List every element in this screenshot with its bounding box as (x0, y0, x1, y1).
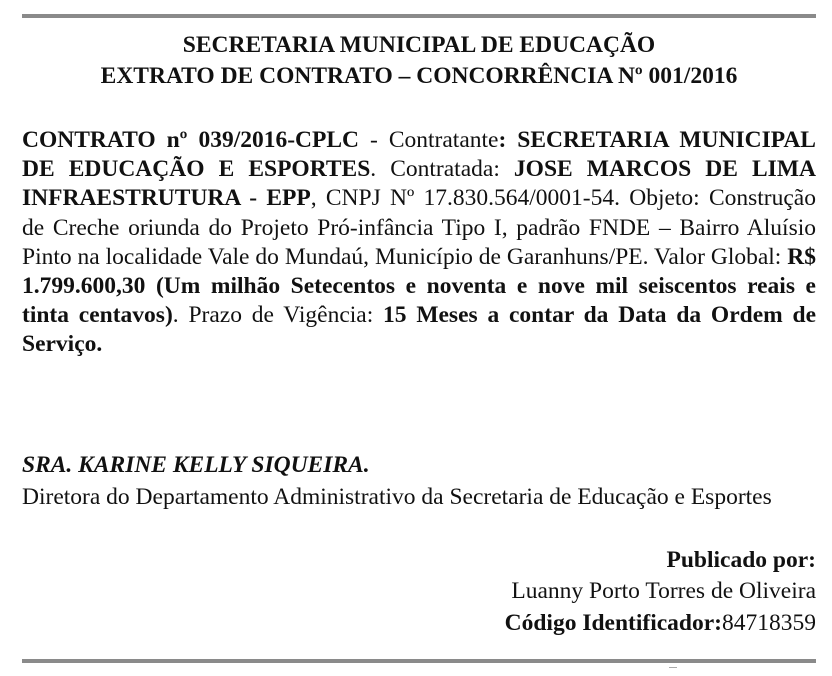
contract-object: , CNPJ Nº 17.830.564/0001-54. Objeto: Construção de Creche oriunda do Projeto Pró-infância Tipo I, padrão FNDE – Bairro Aluísio Pinto na localidade Vale do Mundaú, Município de Garanhuns/PE. Valor Global: (22, 185, 816, 270)
signer-role: Diretora do Departamento Administrativo da Secretaria de Educação e Esportes (22, 484, 772, 510)
identifier-code-label: Código Identificador: (504, 610, 722, 636)
page-edge-mark (669, 667, 677, 671)
contract-term: 15 Meses a contar da Data da Ordem de Serviço. (22, 302, 817, 358)
term-label: . Prazo de Vigência: (172, 302, 384, 329)
document-header (22, 30, 816, 92)
identifier-code-value: 84718359 (722, 610, 816, 636)
published-by-label: Publicado por: (666, 547, 816, 573)
contracted-label: . Contratada: (370, 156, 514, 183)
signer-name: SRA. KARINE KELLY SIQUEIRA. (22, 452, 370, 478)
identifier-code (505, 608, 816, 638)
contract-number: CONTRATO nº 039/2016-CPLC (22, 127, 360, 153)
bottom-divider (22, 659, 816, 663)
header-subtitle: EXTRATO DE CONTRATO – CONCORRÊNCIA Nº 001/2016 (100, 63, 738, 89)
header-title: SECRETARIA MUNICIPAL DE EDUCAÇÃO (182, 32, 656, 58)
top-divider (22, 14, 816, 18)
contract-extract-paragraph (22, 126, 816, 360)
contracting-party: : SECRETARIA MUNICIPAL DE EDUCAÇÃO E ESPORTES (22, 127, 816, 183)
contract-value: R$ 1.799.600,30 (Um milhão Setecentos e noventa e nove mil seiscentos reais e tinta centavos) (22, 243, 816, 329)
publisher-name: Luanny Porto Torres de Oliveira (511, 578, 816, 604)
contracted-party: JOSE MARCOS DE LIMA INFRAESTRUTURA - EPP (22, 156, 816, 212)
contracting-label: - Contratante (359, 127, 499, 153)
